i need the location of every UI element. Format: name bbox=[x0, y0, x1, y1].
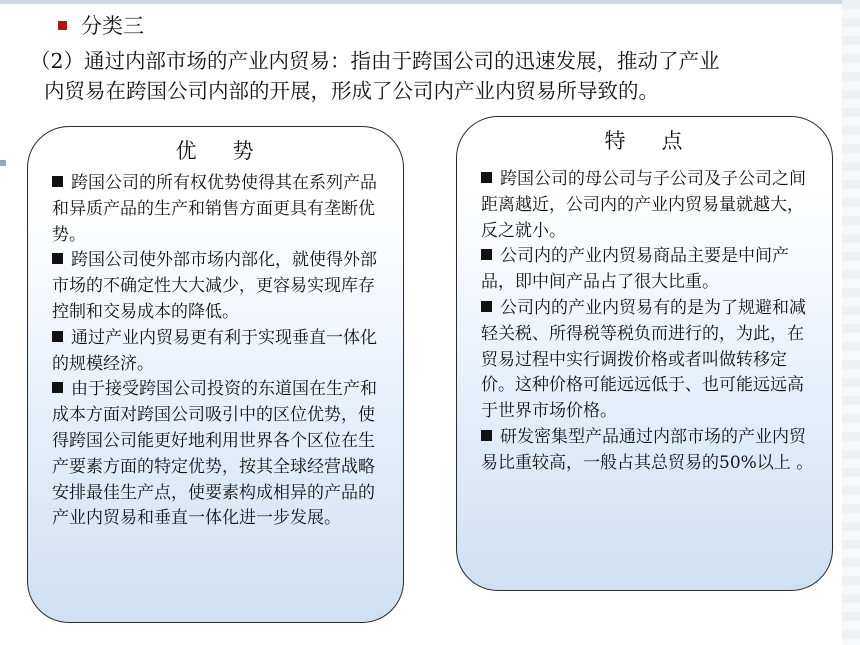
advantages-item: 跨国公司使外部市场内部化，就使得外部市场的不确定性大大减少，更容易实现库存控制和交易成本的降低。 bbox=[52, 250, 377, 322]
features-item: 跨国公司的母公司与子公司及子公司之间距离越近，公司内的产业内贸易量就越大，反之就小。 bbox=[481, 169, 806, 241]
features-title bbox=[457, 125, 832, 155]
features-list bbox=[481, 167, 814, 477]
square-bullet-icon bbox=[52, 382, 63, 393]
advantages-panel bbox=[27, 126, 404, 623]
advantages-title-char-1: 优 bbox=[175, 139, 199, 163]
square-bullet-icon bbox=[481, 430, 492, 441]
advantages-title bbox=[28, 135, 403, 165]
heading-bullet-icon bbox=[58, 21, 67, 30]
slide-heading bbox=[58, 10, 144, 40]
top-band bbox=[0, 0, 860, 4]
intro-line-1: （2）通过内部市场的产业内贸易：指由于跨国公司的迅速发展，推动了产业 bbox=[30, 49, 720, 73]
features-item: 公司内的产业内贸易商品主要是中间产品，即中间产品占了很大比重。 bbox=[481, 246, 789, 293]
square-bullet-icon bbox=[481, 301, 492, 312]
features-item: 研发密集型产品通过内部市场的产业内贸易比重较高，一般占其总贸易的50%以上 。 bbox=[481, 426, 814, 473]
advantages-item: 跨国公司的所有权优势使得其在系列产品和异质产品的生产和销售方面更具有垄断优势。 bbox=[52, 173, 377, 245]
left-edge-marker bbox=[0, 160, 6, 166]
square-bullet-icon bbox=[481, 172, 492, 183]
advantages-item: 通过产业内贸易更有利于实现垂直一体化的规模经济。 bbox=[52, 327, 377, 374]
intro-paragraph bbox=[30, 46, 845, 106]
features-title-char-1: 特 bbox=[604, 129, 628, 153]
features-item: 公司内的产业内贸易有的是为了规避和减轻关税、所得税等税负而进行的，为此，在贸易过程中实行调拨价格或者叫做转移定价。这种价格可能远远低于、也可能远远高于世界市场价格。 bbox=[481, 297, 806, 422]
square-bullet-icon bbox=[52, 331, 63, 342]
square-bullet-icon bbox=[481, 249, 492, 260]
advantages-list bbox=[52, 171, 385, 532]
features-panel bbox=[456, 116, 833, 591]
advantages-title-char-2: 势 bbox=[232, 139, 256, 163]
advantages-item: 由于接受跨国公司投资的东道国在生产和成本方面对跨国公司吸引中的区位优势，使得跨国公司能更好地利用世界各个区位在生产要素方面的特定优势，按其全球经营战略安排最佳生产点，使要素构成相异的产品的产业内贸易和垂直一体化进一步发展。 bbox=[52, 379, 377, 529]
features-title-char-2: 点 bbox=[661, 129, 685, 153]
intro-line-2: 内贸易在跨国公司内部的开展，形成了公司内产业内贸易所导致的。 bbox=[44, 79, 659, 103]
heading-text: 分类三 bbox=[81, 14, 144, 38]
square-bullet-icon bbox=[52, 253, 63, 264]
square-bullet-icon bbox=[52, 176, 63, 187]
